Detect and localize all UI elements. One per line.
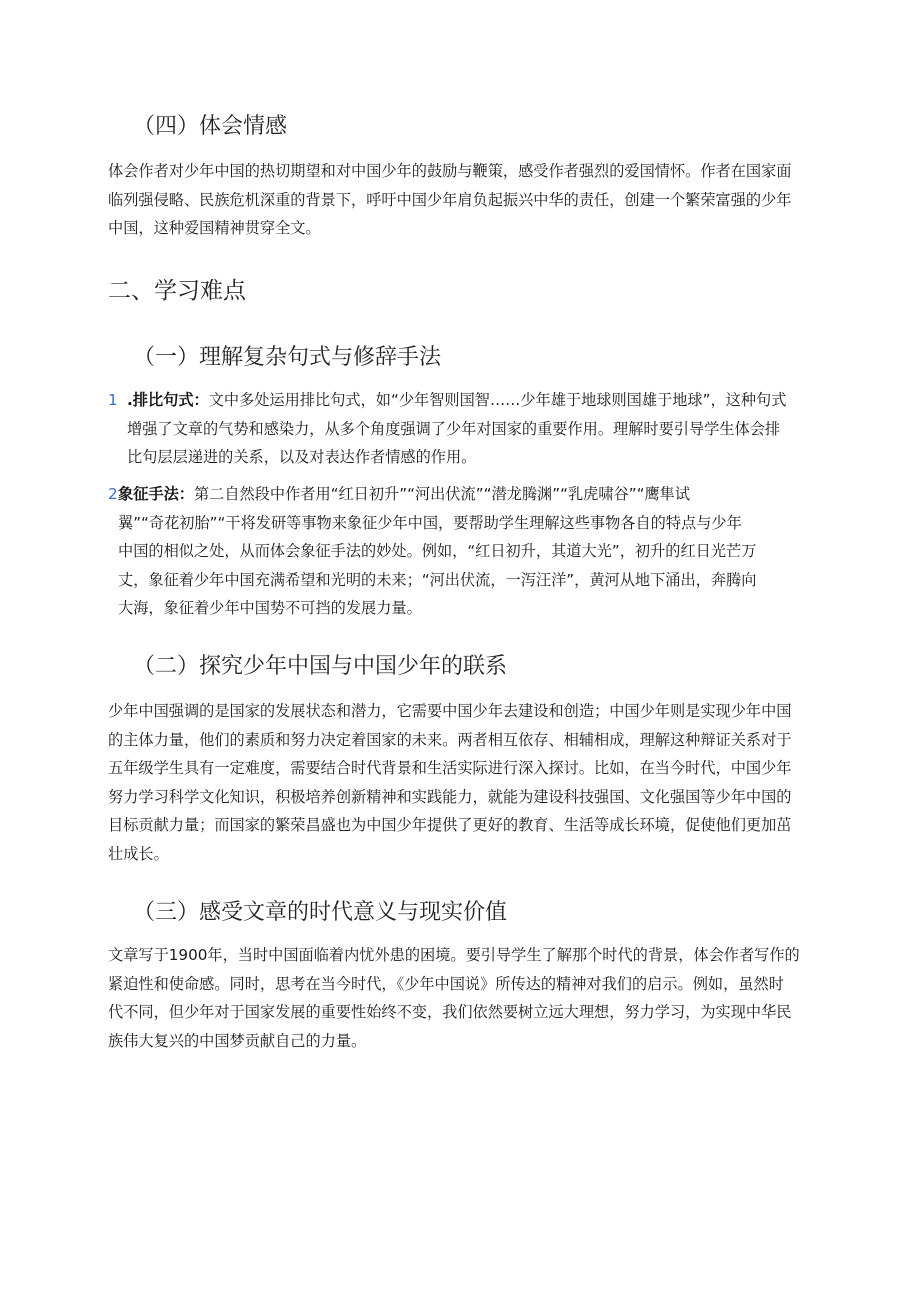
text-line: 文章写于1900年，当时中国面临着内忧外患的困境。要引导学生了解那个时代的背景，体会作者写作的 [108,946,800,964]
list-number-1: 1 [108,391,118,409]
text-line [127,386,809,415]
paragraph-section-4 [108,157,808,243]
paragraph-difficulty-2 [108,697,808,869]
text-line: 紧迫性和使命感。同时，思考在当今时代，《少年中国说》所传达的精神对我们的启示。例如，虽然时 [108,974,784,993]
list-number-2: 2 [108,485,118,503]
text-line: 代不同，但少年对于国家发展的重要性始终不变，我们依然要树立远大理想，努力学习，为实现中华民 [108,1003,792,1022]
list-item-parallelism [127,386,809,472]
heading-difficulty-2: （二）探究少年中国与中国少年的联系 [133,654,508,679]
list-item-symbolism [118,480,808,623]
text-line: 翼”“奇花初胎”“干将发研等事物来象征少年中国，要帮助学生理解这些事物各自的特点与少年 [118,513,742,532]
item-label: .排比句式： [127,391,209,409]
item-label: 象征手法： [118,485,194,503]
heading-part-2: 二、学习难点 [108,278,246,304]
paragraph-difficulty-3 [108,941,808,1055]
text-line: 壮成长。 [108,844,169,863]
text-line: 目标贡献力量；而国家的繁荣昌盛也为中国少年提供了更好的教育、生活等成长环境，促使他们更加茁 [108,816,792,835]
text-line: 族伟大复兴的中国梦贡献自己的力量。 [108,1031,367,1050]
item-text: 第二自然段中作者用“红日初升”“河出伏流”“潜龙腾渊”“乳虎啸谷”“鹰隼试 [193,485,691,503]
text-line: 临列强侵略、民族危机深重的背景下，呼吁中国少年肩负起振兴中华的责任，创建一个繁荣富强的少年 [108,190,792,209]
text-line: 比句层层递进的关系，以及对表达作者情感的作用。 [127,448,477,467]
text-line: 努力学习科学文化知识，积极培养创新精神和实践能力，就能为建设科技强国、文化强国等少年中国的 [108,787,792,806]
text-line: 增强了文章的气势和感染力，从多个角度强调了少年对国家的重要作用。理解时要引导学生体会排 [127,419,781,438]
text-line: 的主体力量，他们的素质和努力决定着国家的未来。两者相互依存、相辅相成，理解这种辩证关系对于 [108,730,792,749]
text-line: 中国的相似之处，从而体会象征手法的妙处。例如，“红日初升，其道大光”，初升的红日光芒万 [118,542,757,561]
heading-section-4: （四）体会情感 [133,114,288,139]
heading-difficulty-1: （一）理解复杂句式与修辞手法 [133,345,442,370]
text-line: 大海，象征着少年中国势不可挡的发展力量。 [118,599,422,618]
heading-difficulty-3: （三）感受文章的时代意义与现实价值 [133,900,508,925]
text-line: 中国，这种爱国精神贯穿全文。 [108,219,321,238]
item-text: 文中多处运用排比句式，如“少年智则国智……少年雄于地球则国雄于地球”，这种句式 [208,391,787,409]
text-line: 丈，象征着少年中国充满希望和光明的未来；“河出伏流，一泻汪洋”，黄河从地下涌出，奔腾向 [118,570,757,589]
text-line: 五年级学生具有一定难度，需要结合时代背景和生活实际进行深入探讨。比如，在当今时代，中国少年 [108,759,792,778]
text-line [118,480,808,509]
text-line: 少年中国强调的是国家的发展状态和潜力，它需要中国少年去建设和创造；中国少年则是实现少年中国 [108,702,792,720]
text-line: 体会作者对少年中国的热切期望和对中国少年的鼓励与鞭策，感受作者强烈的爱国情怀。作者在国家面 [108,162,792,180]
